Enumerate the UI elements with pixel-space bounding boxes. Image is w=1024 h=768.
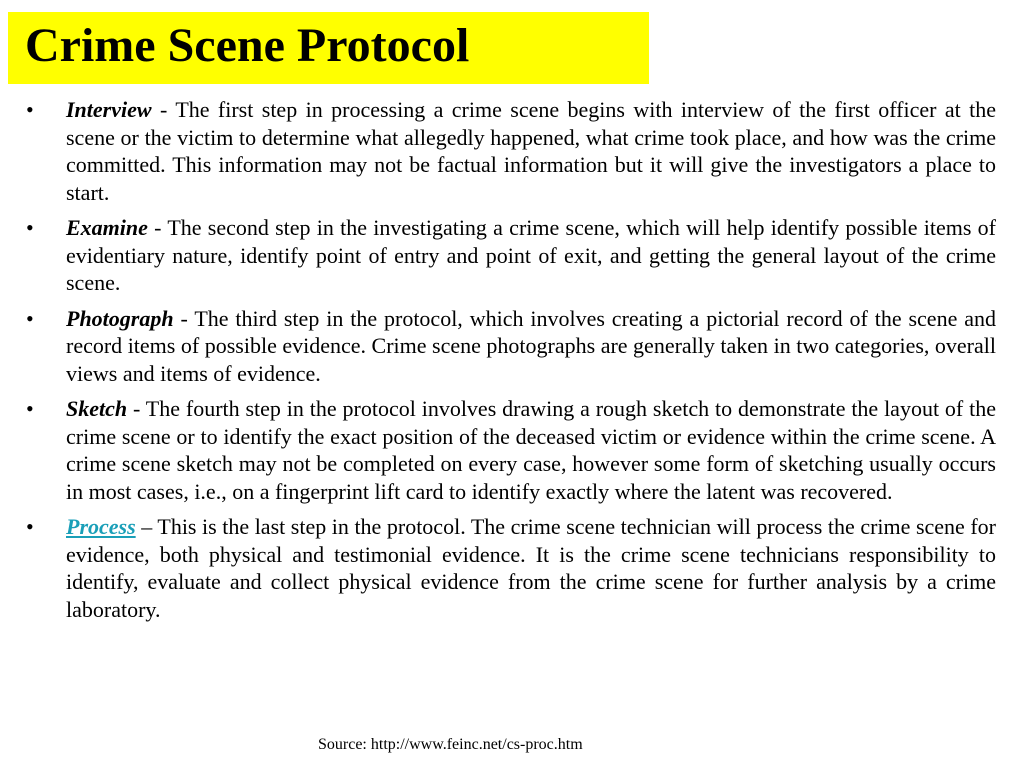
step-separator: - (173, 305, 195, 331)
step-description: The first step in processing a crime scene begins with interview of the first officer at the scene or the victim to determine what allegedly happened, what crime took place, and how was the crime committed. This information may not be factual information but it will give the investigators a place to start. (66, 97, 997, 205)
step-description: This is the last step in the protocol. The crime scene technician will process the crime scene for evidence, both physical and testimonial evidence. It is the crime scene technicians responsibility to identify, evaluate and collect physical evidence from the crime scene for further analysis by a crime laboratory. (66, 514, 997, 622)
slide-title: Crime Scene Protocol (25, 19, 470, 72)
list-item-photograph (26, 305, 996, 388)
step-name: Sketch (66, 396, 128, 421)
step-name: Examine (66, 215, 148, 240)
step-description: The second step in the investigating a crime scene, which will help identify possible items of evidentiary nature, identify point of entry and point of exit, and getting the general layout of the crime scene. (66, 215, 996, 295)
step-description: The third step in the protocol, which involves creating a pictorial record of the scene and record items of possible evidence. Crime scene photographs are generally taken in two categories, overall views and items of evidence. (66, 305, 997, 386)
process-link[interactable]: Process (66, 514, 136, 539)
step-name: Interview (66, 97, 152, 122)
step-separator: - (151, 97, 176, 122)
list-item-sketch (26, 395, 996, 505)
bullet-icon: • (26, 215, 34, 240)
bullet-icon: • (26, 305, 34, 331)
list-item-process (26, 513, 996, 623)
list-item-examine (26, 214, 996, 297)
step-separator: - (127, 396, 146, 421)
step-separator: - (147, 215, 168, 240)
title-banner (8, 12, 649, 84)
list-item-interview (26, 96, 996, 206)
protocol-steps-list (26, 96, 996, 631)
step-name: Photograph (66, 305, 174, 331)
step-separator: – (135, 514, 158, 539)
step-description: The fourth step in the protocol involves drawing a rough sketch to demonstrate the layout of the crime scene or to identify the exact position of the deceased victim or evidence within the crime scene. A crime scene sketch may not be completed on every case, however some form of sketching usually occurs in most cases, i.e., on a fingerprint lift card to identify exactly where the latent was recovered. (66, 396, 996, 504)
source-citation: Source: http://www.feinc.net/cs-proc.htm (318, 736, 583, 753)
bullet-icon: • (26, 396, 34, 421)
bullet-icon: • (26, 514, 34, 539)
bullet-icon: • (26, 97, 34, 122)
